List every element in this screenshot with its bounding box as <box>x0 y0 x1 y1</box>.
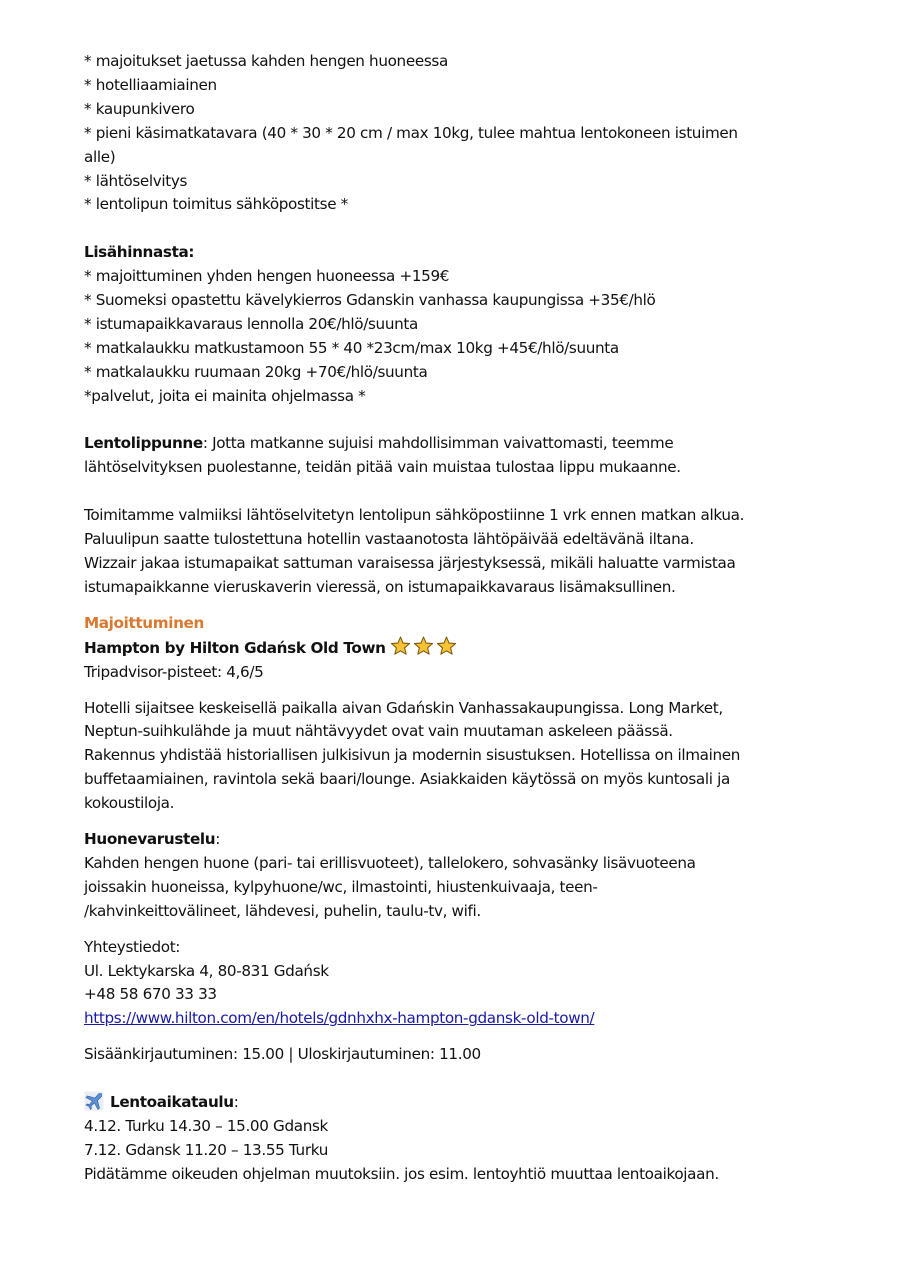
hotel-phone: +48 58 670 33 33 <box>84 985 217 1004</box>
extras-item: * matkalaukku matkustamoon 55 * 40 *23cm/max 10kg +45€/hlö/suunta <box>84 338 619 357</box>
accommodation-section <box>84 612 824 1067</box>
spacer <box>84 1031 824 1043</box>
extras-item: * istumapaikkavaraus lennolla 20€/hlö/suunta <box>84 314 418 333</box>
extras-item: * Suomeksi opastettu kävelykierros Gdanskin vanhassa kaupungissa +35€/hlö <box>84 291 656 310</box>
list-item: * majoitukset jaetussa kahden hengen huoneessa <box>84 52 448 70</box>
flights-section <box>84 1091 824 1187</box>
tickets-label: Lentolippunne <box>84 434 203 453</box>
room-amenities-line: /kahvinkeittovälineet, lähdevesi, puhelin, taulu-tv, wifi. <box>84 901 481 920</box>
list-item-continuation: alle) <box>84 147 116 166</box>
tickets-line <box>84 432 824 456</box>
spacer <box>84 480 824 504</box>
spacer <box>84 1067 824 1091</box>
flight-row: 4.12. Turku 14.30 – 15.00 Gdansk <box>84 1117 328 1135</box>
spacer <box>84 685 824 697</box>
list-item: * lähtöselvitys <box>84 171 188 190</box>
list-item: * pieni käsimatkatavara (40 * 30 * 20 cm / max 10kg, tulee mahtua lentokoneen istuimen <box>84 123 738 142</box>
extras-section <box>84 241 824 408</box>
includes-list <box>84 50 824 217</box>
list-item: * hotelliaamiainen <box>84 75 217 94</box>
spacer <box>84 816 824 828</box>
room-amenities-line: joissakin huoneissa, kylpyhuone/wc, ilmastointi, hiustenkuivaaja, teen- <box>84 877 598 896</box>
tickets-text: : Jotta matkanne sujuisi mahdollisimman vaivattomasti, teemme <box>202 434 674 453</box>
section-title: Majoittuminen <box>84 613 204 632</box>
extras-heading-line <box>84 241 824 265</box>
extras-heading: Lisähinnasta <box>84 243 189 262</box>
tickets-paragraph-line: Toimitamme valmiiksi lähtöselvitetyn lentolipun sähköpostiinne 1 vrk ennen matkan alkua. <box>84 506 745 525</box>
spacer <box>84 924 824 936</box>
star-icon <box>390 636 411 656</box>
extras-item: *palvelut, joita ei mainita ohjelmassa * <box>84 386 366 405</box>
hotel-description-line: kokoustiloja. <box>84 794 175 813</box>
extras-item: * matkalaukku ruumaan 20kg +70€/hlö/suunta <box>84 362 428 381</box>
hotel-website-link[interactable]: https://www.hilton.com/en/hotels/gdnhxhx-hampton-gdansk-old-town/ <box>84 1009 595 1028</box>
list-item: * lentolipun toimitus sähköpostitse * <box>84 195 348 214</box>
hotel-description-line: Hotelli sijaitsee keskeisellä paikalla aivan Gdańskin Vanhassakaupungissa. Long Market, <box>84 698 723 717</box>
list-item: * kaupunkivero <box>84 99 195 118</box>
tickets-section <box>84 432 824 599</box>
tripadvisor-score: Tripadvisor-pisteet: 4,6/5 <box>84 662 264 681</box>
hotel-description-line: Rakennus yhdistää historiallisen julkisivun ja modernin sisustuksen. Hotellissa on ilmainen <box>84 746 741 765</box>
room-heading-line <box>84 828 824 852</box>
flight-row: 7.12. Gdansk 11.20 – 13.55 Turku <box>84 1140 328 1159</box>
tickets-paragraph-line: istumapaikkanne vieruskaverin vieressä, on istumapaikkavaraus lisämaksullinen. <box>84 577 676 596</box>
hotel-description-line: buffetaamiainen, ravintola sekä baari/lounge. Asiakkaiden käytössä on myös kuntosali ja <box>84 770 730 789</box>
star-icon <box>436 636 457 656</box>
flights-note: Pidätämme oikeuden ohjelman muutoksiin. jos esim. lentoyhtiö muuttaa lentoaikojaan. <box>84 1164 719 1183</box>
hotel-name: Hampton by Hilton Gdańsk Old Town <box>84 638 386 657</box>
flights-heading-line <box>84 1091 824 1115</box>
hotel-title-line <box>84 636 824 661</box>
star-icon <box>413 636 434 656</box>
room-heading-colon: : <box>215 830 221 849</box>
spacer <box>84 600 824 612</box>
tickets-paragraph-line: Wizzair jakaa istumapaikat sattuman varaisessa järjestyksessä, mikäli haluatte varmistaa <box>84 553 736 572</box>
flights-heading-colon: : <box>233 1093 239 1112</box>
room-heading: Huonevarustelu <box>84 830 216 849</box>
document-page <box>84 50 824 1187</box>
contact-heading: Yhteystiedot: <box>84 937 181 956</box>
star-rating <box>390 636 457 656</box>
tickets-text: lähtöselvityksen puolestanne, teidän pitää vain muistaa tulostaa lippu mukaanne. <box>84 458 681 477</box>
spacer <box>84 409 824 433</box>
spacer <box>84 217 824 241</box>
hotel-address: Ul. Lektykarska 4, 80-831 Gdańsk <box>84 961 329 980</box>
checkin-checkout-times: Sisäänkirjautuminen: 15.00 | Uloskirjautuminen: 11.00 <box>84 1045 481 1064</box>
extras-item: * majoittuminen yhden hengen huoneessa +159€ <box>84 267 450 286</box>
extras-heading-colon: : <box>188 243 195 262</box>
room-amenities-line: Kahden hengen huone (pari- tai erillisvuoteet), tallelokero, sohvasänky lisävuoteena <box>84 853 696 872</box>
flights-heading: Lentoaikataulu <box>110 1093 234 1112</box>
airplane-icon <box>84 1091 104 1111</box>
tickets-paragraph-line: Paluulipun saatte tulostettuna hotellin vastaanotosta lähtöpäivää edeltävänä iltana. <box>84 530 694 549</box>
hotel-description-line: Neptun-suihkulähde ja muut nähtävyydet ovat vain muutaman askeleen päässä. <box>84 722 673 741</box>
